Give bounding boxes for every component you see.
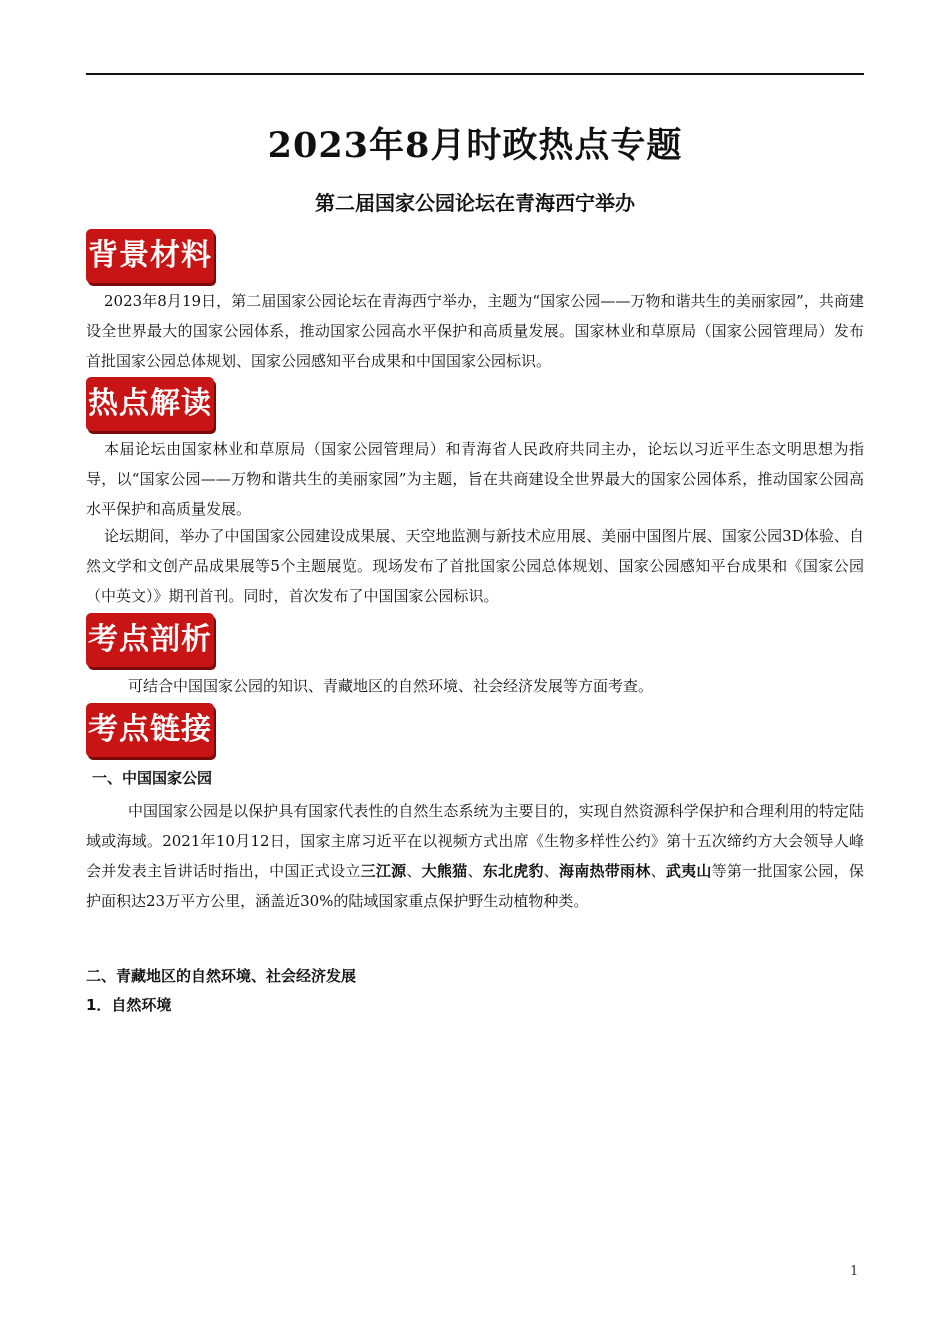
interpretation-paragraph-2: 论坛期间，举办了中国国家公园建设成果展、天空地监测与新技术应用展、美丽中国图片展、国家公园3D体验、自然文学和文创产品成果展等5个主题展览。现场发布了首批国家公园总体规划、国家公园感知平台成果和《国家公园（中英文）》期刊首刊。同时，首次发布了中国国家公园标识。: [86, 527, 864, 605]
badge-analysis: 考点剖析: [86, 613, 214, 667]
section-1-paragraph: 中国国家公园是以保护具有国家代表性的自然生态系统为主要目的，实现自然资源科学保护和合理利用的特定陆域或海域。2021年10月12日，国家主席习近平在以视频方式出席《生物多样性公约》第十五次缔约方大会领导人峰会并发表主旨讲话时指出，中国正式设立三江源、大熊猫、东北虎豹、海南热带雨林、武夷山等第一批国家公园，保护面积达23万平方公里，涵盖近30%的陆域国家重点保护野生动植物种类。: [86, 802, 864, 910]
subsection-heading: 1．自然环境: [86, 996, 172, 1014]
section-heading-2: 二、青藏地区的自然环境、社会经济发展: [86, 967, 357, 985]
section-1-text-before: 中国国家公园是以保护具有国家代表性的自然生态系统为主要目的，实现自然资源科学保护和合理利用的特定陆域或海域。2021年10月12日，国家主席习近平在以视频方式出席《生物多样性公约》第十五次缔约方大会领导人峰会并发表主旨讲话时指出，中国正式设立: [86, 802, 864, 880]
background-paragraph: 2023年8月19日，第二届国家公园论坛在青海西宁举办，主题为“国家公园——万物和谐共生的美丽家园”，共商建设全世界最大的国家公园体系，推动国家公园高水平保护和高质量发展。国家林业和草原局（国家公园管理局）发布首批国家公园总体规划、国家公园感知平台成果和中国国家公园标识。: [86, 292, 864, 370]
document-title: 2023年8月时政热点专题: [267, 125, 683, 166]
park-name: 大熊猫: [421, 862, 468, 880]
badge-link: 考点链接: [86, 703, 214, 757]
badge-interpretation: 热点解读: [86, 377, 214, 431]
analysis-paragraph: 可结合中国国家公园的知识、青藏地区的自然环境、社会经济发展等方面考查。: [128, 677, 654, 695]
badge-background: 背景材料: [86, 229, 214, 283]
park-name: 三江源: [360, 862, 407, 880]
section-1-text-after: 等第一批国家公园，保护面积达23万平方公里，涵盖近30%的陆域国家重点保护野生动植物种类。: [86, 862, 864, 910]
park-name: 武夷山: [665, 862, 712, 880]
interpretation-paragraph-1: 本届论坛由国家林业和草原局（国家公园管理局）和青海省人民政府共同主办，论坛以习近平生态文明思想为指导，以“国家公园——万物和谐共生的美丽家园”为主题，旨在共商建设全世界最大的国家公园体系，推动国家公园高水平保护和高质量发展。: [86, 440, 864, 518]
park-name: 海南热带雨林: [559, 862, 651, 880]
park-name: 东北虎豹: [482, 862, 544, 880]
section-heading-1: 一、中国国家公园: [92, 769, 213, 787]
document-subtitle: 第二届国家公园论坛在青海西宁举办: [315, 191, 635, 215]
page-number: 1: [850, 1264, 859, 1279]
header-rule: [86, 73, 864, 75]
